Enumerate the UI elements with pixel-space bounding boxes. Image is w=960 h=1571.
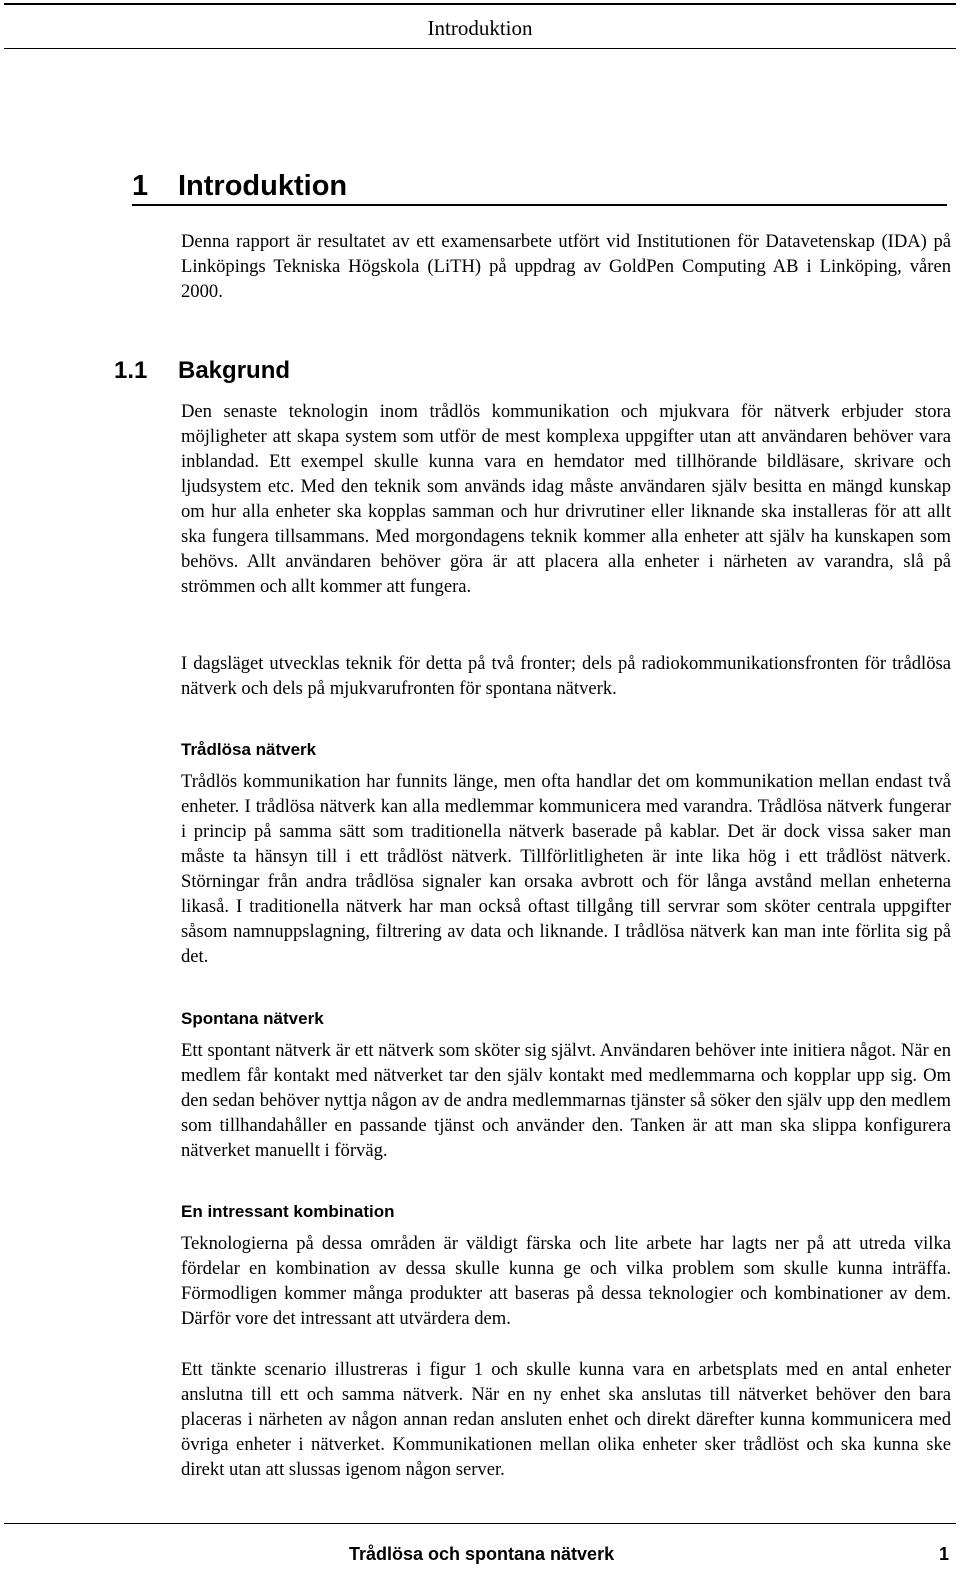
combination-paragraph-1: Teknologierna på dessa områden är väldigt färska och lite arbete har lagts ner på att utreda vilka fördelar en kombination av dessa skulle kunna ge och vilka problem som skulle kunna inträffa. Förmodligen kommer många produkter att baseras på dessa teknologier och kombinationer av dem. Därför vore det intressant att utvärdera dem. <box>181 1233 951 1329</box>
chapter-intro-paragraph: Denna rapport är resultatet av ett examensarbete utfört vid Institutionen för Datavetenskap (IDA) på Linköpings Tekniska Högskola (LiTH) på uppdrag av GoldPen Computing AB i Linköping, våren 2000. <box>181 231 951 302</box>
chapter-number: 1 <box>132 170 149 202</box>
section-heading <box>114 355 290 387</box>
page-number: 1 <box>939 1544 950 1564</box>
background-paragraph-2: I dagsläget utvecklas teknik för detta på två fronter; dels på radiokommunikationsfronten för trådlösa nätverk och dels på mjukvarufronten för spontana nätverk. <box>181 653 951 699</box>
chapter-heading <box>132 168 947 206</box>
spontaneous-networks-paragraph: Ett spontant nätverk är ett nätverk som sköter sig självt. Användaren behöver inte initiera något. När en medlem får kontakt med nätverket tar den själv kontakt med medlemmarna och kopplar upp sig. Om den sedan behöver nyttja någon av de andra medlemmarnas tjänster så söker den själv upp den medlem som tillhandahåller en passande tjänst och använder den. Tanken är att man ska slippa konfigurera nätverket manuellt i förväg. <box>181 1040 951 1161</box>
section-number: 1.1 <box>114 357 148 384</box>
subheading-wireless-networks: Trådlösa nätverk <box>181 740 317 759</box>
section-title: Bakgrund <box>178 357 291 384</box>
subheading-spontaneous-networks: Spontana nätverk <box>181 1009 324 1028</box>
combination-paragraph-2: Ett tänkte scenario illustreras i figur 1 och skulle kunna vara en arbetsplats med en antal enheter anslutna till ett och samma nätverk. När en ny enhet ska anslutas till nätverket behöver den bara placeras i närheten av någon annan redan ansluten enhet och direkt därefter kunna kommunicera med övriga enheter i nätverket. Kommunikationen mellan olika enheter sker trådlöst och ska kunna ske direkt utan att slussas igenom någon server. <box>181 1359 951 1480</box>
running-header: Introduktion <box>427 16 533 40</box>
background-paragraph-1: Den senaste teknologin inom trådlös kommunikation och mjukvara för nätverk erbjuder stora möjligheter att skapa system som utför de mest komplexa uppgifter utan att användaren behöver vara inblandad. Ett exempel skulle kunna vara en hemdator med tillhörande bildläsare, skrivare och ljudsystem etc. Med den teknik som används idag måste användaren själv besitta en mängd kunskap om hur alla enheter ska kopplas samman och hur drivrutiner eller liknande ska installeras för att allt ska fungera tillsammans. Med morgondagens teknik kommer alla enheter att själv ha kunskapen som behövs. Allt användaren behöver göra är att placera alla enheter i närheten av varandra, slå på strömmen och allt kommer att fungera. <box>181 401 951 597</box>
subheading-interesting-combination: En intressant kombination <box>181 1202 395 1221</box>
footer-title: Trådlösa och spontana nätverk <box>349 1544 615 1564</box>
header-rule <box>4 48 956 49</box>
chapter-title: Introduktion <box>178 170 348 202</box>
wireless-networks-paragraph: Trådlös kommunikation har funnits länge, men ofta handlar det om kommunikation mellan endast två enheter. I trådlösa nätverk kan alla medlemmar kommunicera med varandra. Trådlösa nätverk fungerar i princip på samma sätt som traditionella nätverk baserade på kablar. Det är dock vissa saker man måste ta hänsyn till i ett trådlöst nätverk. Tillförlitligheten är inte lika hög i ett trådlöst nätverk. Störningar från andra trådlösa signaler kan orsaka avbrott och för långa avstånd mellan enheterna likaså. I traditionella nätverk har man också oftast tillgång till servrar som sköter centrala uppgifter såsom namnuppslagning, filtrering av data och liknande. I trådlösa nätverk kan man inte förlita sig på det. <box>181 771 951 967</box>
top-rule <box>4 3 956 5</box>
footer-rule <box>4 1523 956 1524</box>
